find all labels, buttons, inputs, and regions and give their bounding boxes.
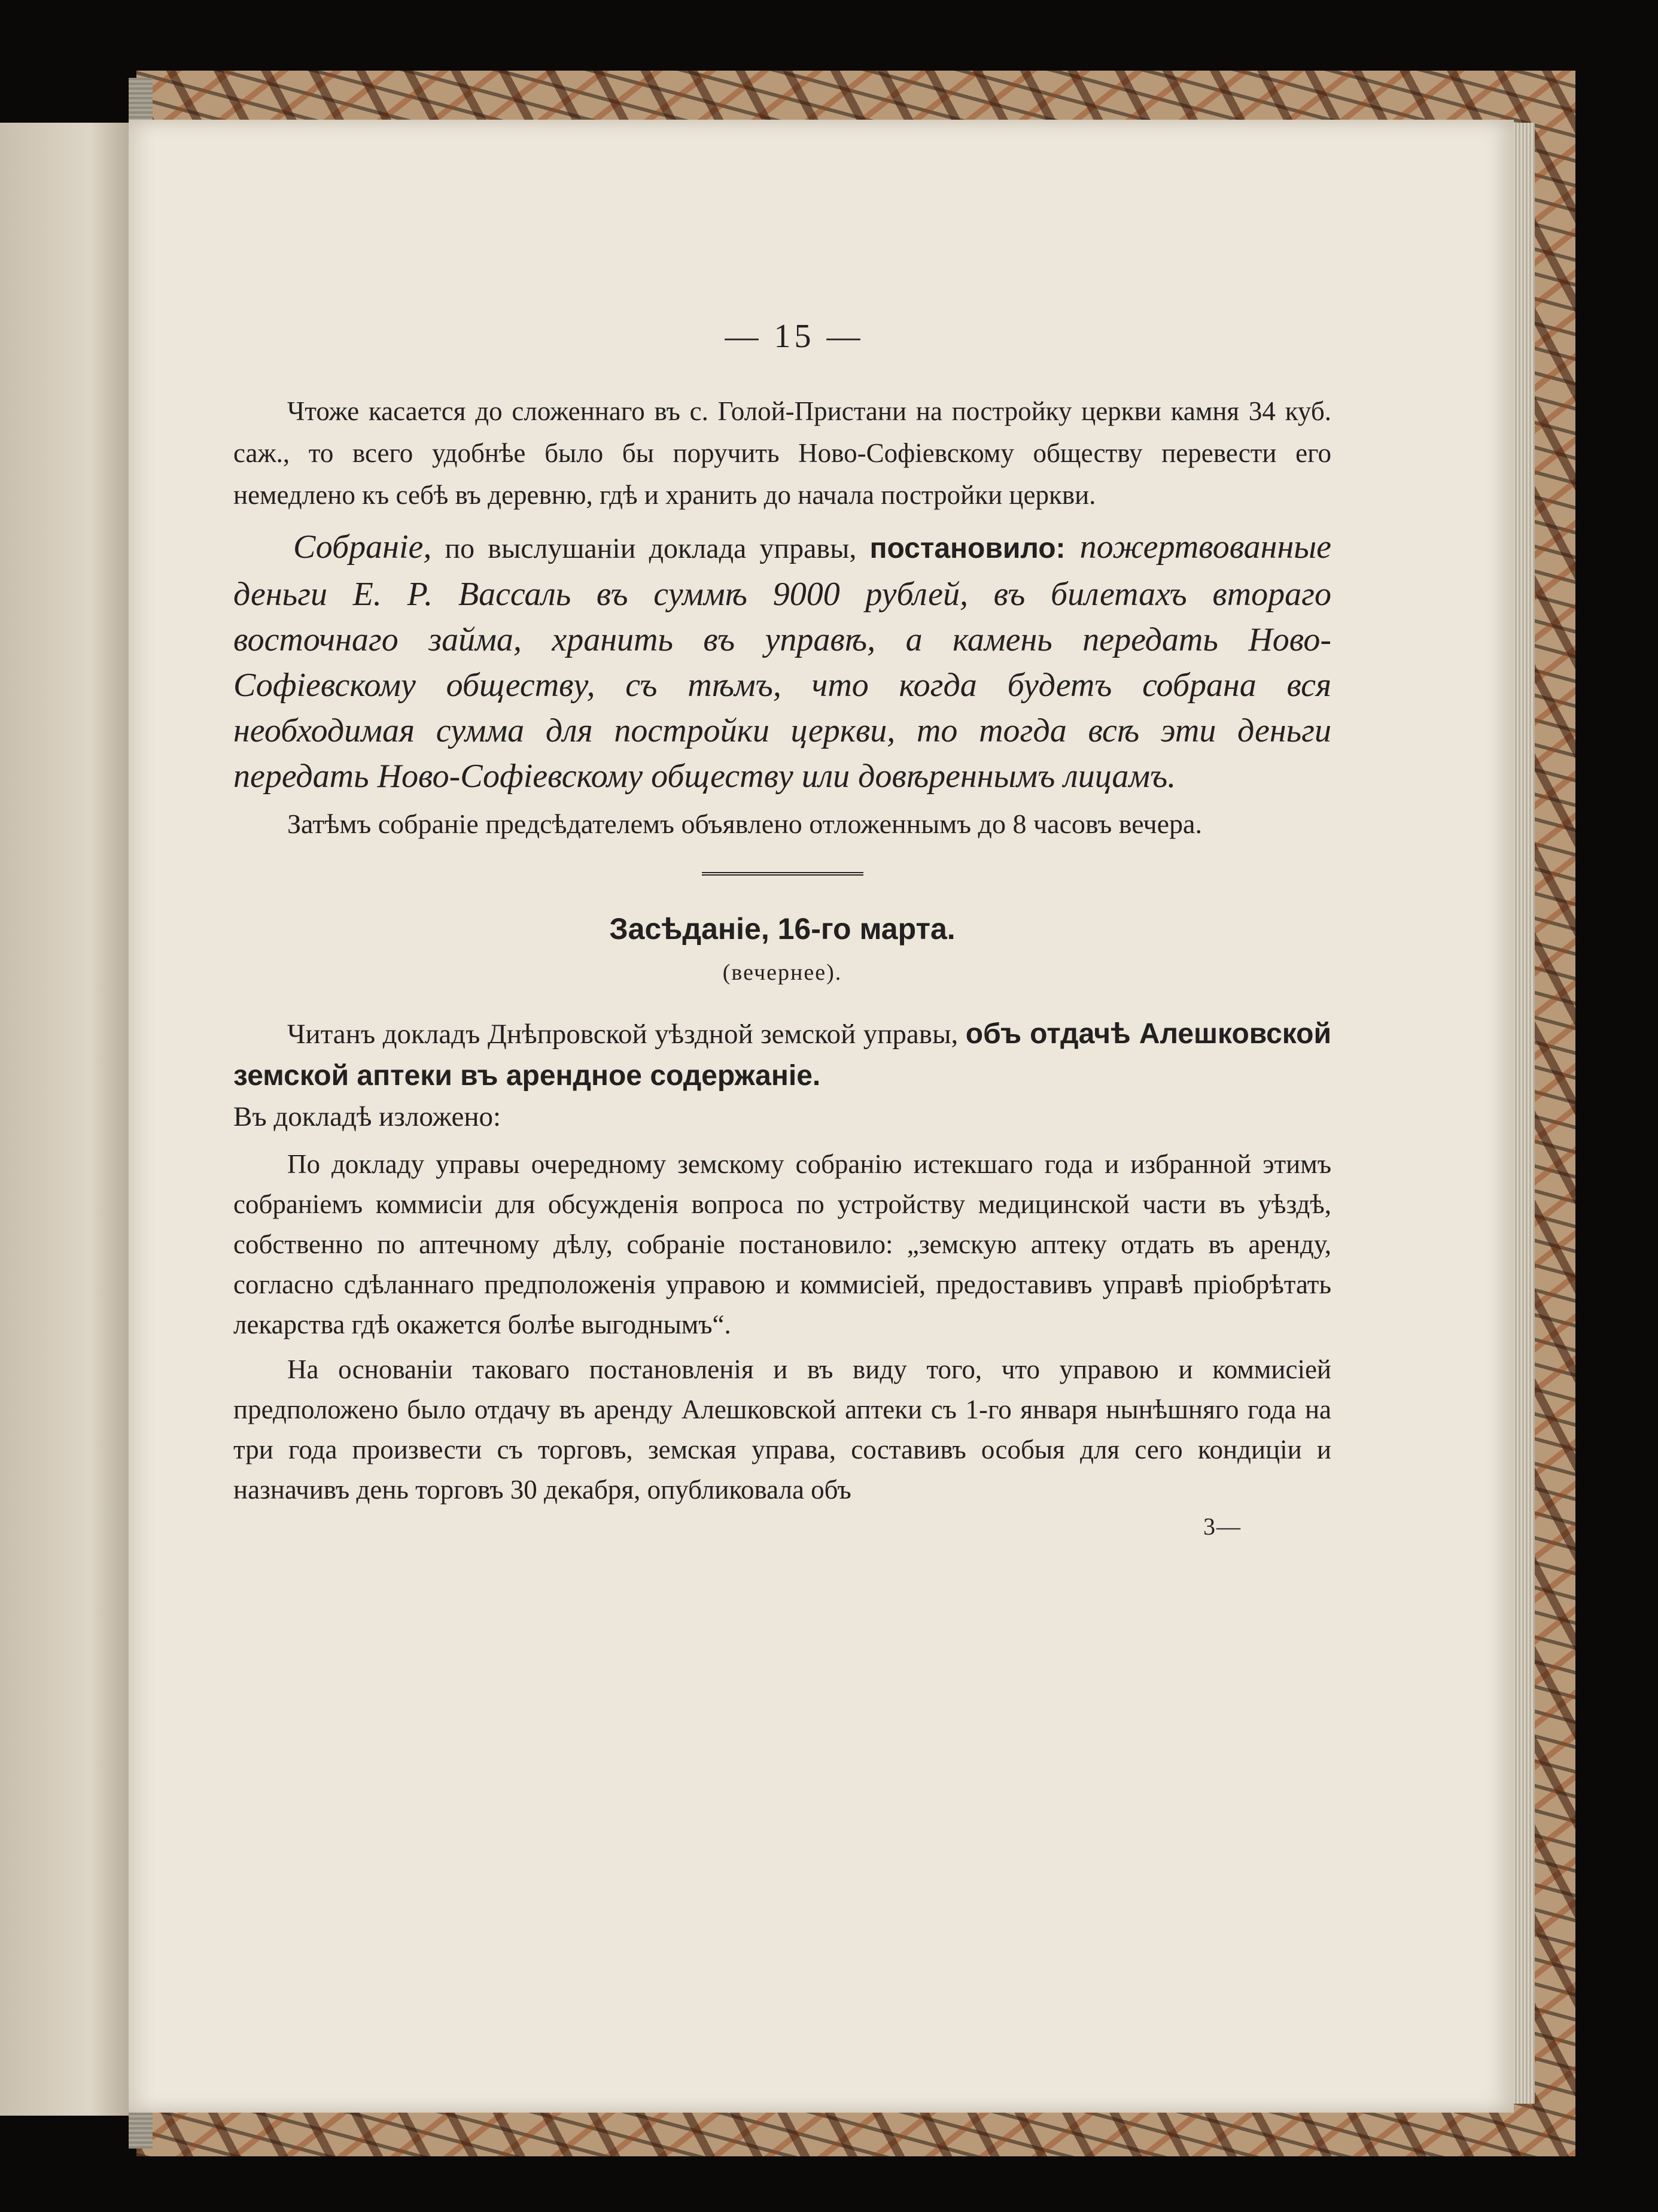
session-subtitle: (вечернее). — [722, 960, 842, 985]
report-stated: Въ докладѣ изложено: — [233, 1101, 501, 1132]
report-intro: Читанъ докладъ Днѣпровской уѣздной земской управы, — [287, 1019, 966, 1050]
resolution-middle: по выслушаніи доклада управы, — [431, 533, 870, 564]
resolution-bold: постановило: — [869, 533, 1066, 564]
book-page — [129, 120, 1514, 2113]
resolution-text: пожертвованные деньги Е. Р. Вассаль въ суммѣ 9000 рублей, въ билетахъ втораго восточнаго займа, хранить въ управѣ, а камень передать Ново-Софіевскому обществу, съ тѣмъ, что когда будетъ собрана вся необходимая сумма для постройки церкви, то тогда всѣ эти деньги передать Ново-Софіевскому обществу или довѣреннымъ лицамъ. — [233, 528, 1332, 795]
resolution-paragraph — [233, 524, 1331, 799]
page-content — [233, 317, 1331, 1540]
session-title: Засѣданіе, 16-го марта. — [609, 912, 956, 946]
report-paragraph — [233, 1013, 1331, 1097]
page-number: — 15 — — [725, 318, 864, 355]
section-divider — [702, 872, 863, 876]
signature-mark: 3— — [1203, 1513, 1242, 1540]
paragraph-adjourn: Затѣмъ собраніе предсѣдателемъ объявлено отложеннымъ до 8 часовъ вечера. — [287, 809, 1202, 839]
paragraph-stone-storage: Чтоже касается до сложеннаго въ с. Голой-Пристани на постройку церкви камня 34 куб. саж., то всего удобнѣе было бы поручить Ново-Софіевскому обществу перевести его немедлено къ себѣ въ деревню, гдѣ и хранить до начала постройки церкви. — [233, 396, 1331, 510]
left-page-edge — [0, 123, 129, 2116]
resolution-lead: Собраніе, — [293, 528, 432, 566]
paragraph-report-1: По докладу управы очередному земскому собранію истекшаго года и избранной этимъ собраніемъ коммисіи для обсужденія вопроса по устройству медицинской части въ уѣздѣ, собственно по аптечному дѣлу, собраніе постановило: „земскую аптеку отдать въ аренду, согласно сдѣланнаго предположенія управою и коммисіей, предоставивъ управѣ пріобрѣтать лекарства гдѣ окажется болѣе выгоднымъ“. — [233, 1149, 1331, 1339]
paragraph-report-2: На основаніи таковаго постановленія и въ виду того, что управою и коммисіей предположено было отдачу въ аренду Алешковской аптеки съ 1-го января нынѣшняго года на три года произвести съ торговъ, земская управа, составивъ особыя для сего кондиціи и назначивъ день торговъ 30 декабря, опубликовала объ — [233, 1354, 1331, 1505]
report-bold: объ отдачѣ Алешковской земской аптеки въ арендное содержаніе. — [233, 1018, 1331, 1092]
spacer — [233, 1345, 1331, 1350]
